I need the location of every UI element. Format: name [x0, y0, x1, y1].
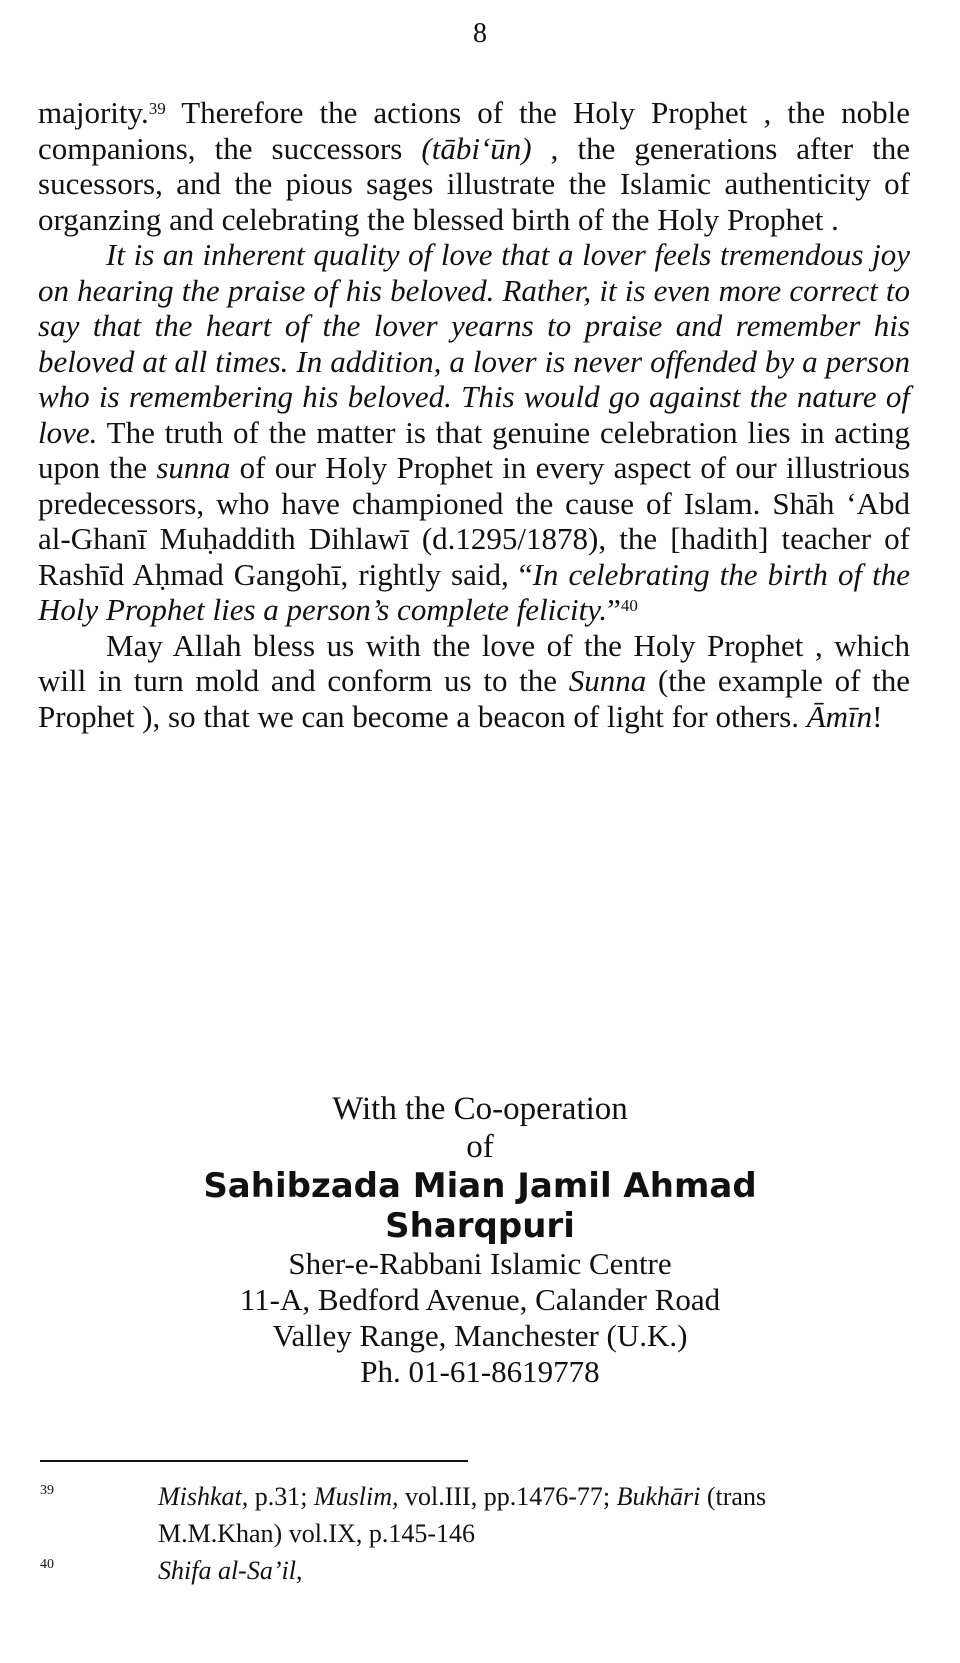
cooperation-of: of — [466, 1129, 494, 1165]
footnote-39 — [40, 1478, 920, 1515]
text-run: May Allah bless us with the love of the Holy Prophet , which will in turn mold and conform us to the — [38, 627, 910, 698]
address-line-1: 11-A, Bedford Avenue, Calander Road — [239, 1282, 721, 1317]
text-run: p.31; — [248, 1482, 314, 1511]
footnotes — [40, 1478, 920, 1589]
footnote-divider — [40, 1460, 468, 1462]
quote: In celebrating the birth of the Holy Prophet lies a person’s complete felicity. — [38, 556, 910, 627]
cooperation-heading: With the Co-operation — [332, 1091, 628, 1127]
text-run: (the example of the Prophet ), so that we can become a beacon of light for others. — [38, 663, 910, 734]
source-title: Mishkat, — [158, 1482, 249, 1511]
text-run: The truth of the matter is that genuine celebration lies in acting upon the — [38, 414, 910, 485]
phone-number: Ph. 01-61-8619778 — [360, 1354, 600, 1389]
sponsor-surname: Sharqpuri — [385, 1206, 575, 1246]
body-text — [38, 95, 910, 734]
sponsor-name: Sahibzada Mian Jamil Ahmad — [203, 1166, 757, 1206]
paragraph-1 — [38, 95, 910, 237]
footnote-text — [158, 1478, 920, 1515]
address-line-2: Valley Range, Manchester (U.K.) — [272, 1318, 688, 1353]
cooperation-block — [0, 1090, 960, 1390]
closing-quote: ” — [607, 592, 621, 627]
source-title: Bukhāri — [616, 1482, 701, 1511]
footnote-ref-40[interactable]: 40 — [620, 596, 638, 615]
centre-name: Sher-e-Rabbani Islamic Centre — [288, 1246, 672, 1281]
text-run: of our Holy Prophet in every aspect of our illustrious predecessors, who have championed the cause of Islam. Shāh ‘Abd al-Ghanī Muḥaddith Dihlawī (d.1295/1878), the [hadith] teacher of Rashīd Aḥmad Gangohī, rightly said, “ — [38, 450, 910, 592]
text-run: , the generations after the sucessors, and the pious sages illustrate the Islamic authenticity of organzing and celebrating the blessed birth of the Holy Prophet . — [38, 130, 910, 237]
text-run: (trans — [700, 1482, 767, 1511]
text-run: ! — [872, 698, 883, 734]
footnote-39-continued: M.M.Khan) vol.IX, p.145-146 — [158, 1519, 476, 1548]
footnote-number: 39 — [40, 1483, 54, 1498]
paragraph-2 — [38, 237, 910, 628]
term-amin: Āmīn — [806, 698, 873, 734]
text-run: majority. — [38, 95, 149, 130]
paragraph-3 — [38, 628, 910, 735]
term-sunna: Sunna — [568, 663, 647, 698]
footnote-ref-39[interactable]: 39 — [148, 99, 166, 118]
page-number: 8 — [473, 18, 487, 49]
italic-passage: It is an inherent quality of love that a lover feels tremendous joy on hearing the praise of his beloved. Rather, it is even more correct to say that the heart of the lover yearns to praise and remember his beloved at all times. In addition, a lover is never offended by a person who is remembering his beloved. This would go against the nature of love. — [38, 237, 910, 450]
footnote-text: Shifa al-Sa’il, — [158, 1556, 303, 1585]
term-tabiun: (tābi‘ūn) — [421, 130, 532, 166]
text-run: Therefore the actions of the Holy Prophet , the noble companions, the successors — [38, 95, 910, 166]
term-sunna: sunna — [156, 450, 231, 485]
source-title: Muslim, — [314, 1482, 399, 1511]
footnote-number: 40 — [40, 1557, 54, 1572]
footnote-40 — [40, 1552, 920, 1589]
text-run: vol.III, pp.1476-77; — [398, 1482, 617, 1511]
